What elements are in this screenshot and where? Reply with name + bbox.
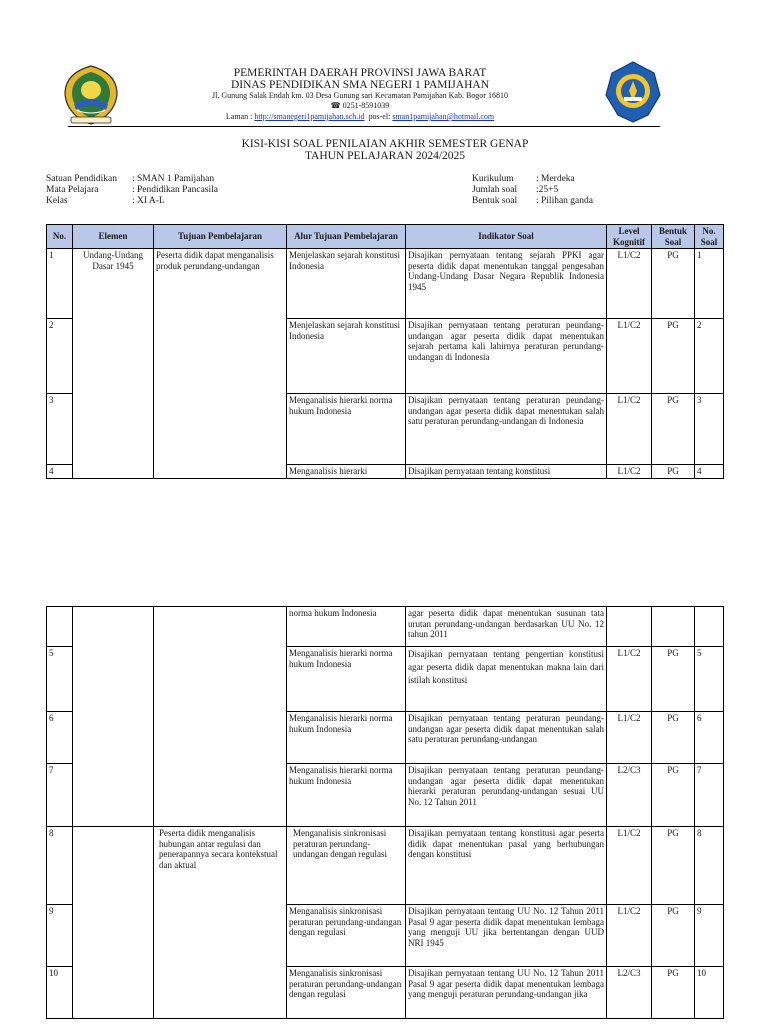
cell-elemen — [73, 607, 154, 827]
cell-nosoal: 2 — [695, 319, 724, 394]
cell-level: L2/C3 — [607, 764, 652, 827]
header-divider — [68, 126, 660, 127]
cell-level: L1/C2 — [607, 465, 652, 479]
cell-no: 1 — [47, 249, 73, 319]
header-address: Jl. Gunung Salak Endah km. 03 Desa Gunung sari Kecamatan Pamijahan Kab. Bogor 16810 — [212, 91, 508, 100]
cell-no: 9 — [47, 905, 73, 967]
cell-no: 6 — [47, 712, 73, 764]
email-label: pos-el: — [364, 112, 393, 121]
cell-alur: Menganalisis sinkronisasi peraturan perundang-undangan dengan regulasi — [287, 827, 406, 905]
cell-indikator: Disajikan pernyataan tentang peraturan peundang-undangan agar peserta didik dapat menentukan hierarki peraturan perundang-undangan sesuai UU No. 12 Tahun 2011 — [406, 764, 607, 827]
cell-level: L1/C2 — [607, 905, 652, 967]
website-link[interactable]: http://smanegeri1pamijahan.sch.id — [254, 112, 365, 121]
column-header: No. — [47, 225, 73, 249]
cell-alur: Menganalisis sinkronisasi peraturan perundang-undangan dengan regulasi — [287, 967, 406, 1019]
cell-tujuan — [154, 607, 287, 827]
cell-nosoal: 10 — [695, 967, 724, 1019]
cell-alur: Menjelaskan sejarah konstitusi Indonesia — [287, 249, 406, 319]
cell-bentuk: PG — [652, 647, 695, 712]
column-header: Level Kognitif — [607, 225, 652, 249]
cell-nosoal: 9 — [695, 905, 724, 967]
cell-bentuk: PG — [652, 249, 695, 319]
column-header: Tujuan Pembelajaran — [154, 225, 287, 249]
header-phone: ☎ 0251-8591039 — [330, 101, 390, 110]
info-row: Jumlah soal :25+5 — [472, 185, 559, 195]
cell-no: 8 — [47, 827, 73, 905]
right-logo — [604, 61, 662, 123]
cell-elemen — [73, 827, 154, 1019]
cell-level — [607, 607, 652, 647]
email-link[interactable]: sman1pamijahan@hotmail.com — [392, 112, 495, 121]
cell-nosoal: 1 — [695, 249, 724, 319]
table-header-row — [47, 225, 724, 249]
kisi-kisi-table-page-1 — [46, 224, 724, 479]
laman-label: Laman : — [225, 112, 255, 121]
table-row — [47, 827, 724, 905]
cell-no: 5 — [47, 647, 73, 712]
info-row: Bentuk soal : Pilihan ganda — [472, 196, 593, 206]
cell-no: 2 — [47, 319, 73, 394]
cell-nosoal: 3 — [695, 394, 724, 465]
cell-bentuk: PG — [652, 319, 695, 394]
cell-indikator: Disajikan pernyataan tentang pengertian konstitusi agar peserta didik dapat menentukan makna lain dari istilah konstitusi — [406, 647, 607, 712]
cell-indikator: Disajikan pernyataan tentang konstitusi agar peserta didik dapat menentukan pasal yang berhubungan dengan konstitusi — [406, 827, 607, 905]
header-line-2: DINAS PENDIDIKAN SMA NEGERI 1 PAMIJAHAN — [230, 79, 490, 91]
cell-elemen: Undang-Undang Dasar 1945 — [73, 249, 154, 479]
cell-level: L1/C2 — [607, 249, 652, 319]
table-row — [47, 249, 724, 319]
info-row: Mata Pelajara : Pendidikan Pancasila — [46, 185, 219, 195]
cell-indikator: Disajikan pernyataan tentang UU No. 12 Tahun 2011 Pasal 9 agar peserta didik dapat menentukan lembaga yang menguji UU jika bertentangan dengan UUD NRI 1945 — [406, 905, 607, 967]
cell-bentuk: PG — [652, 827, 695, 905]
cell-indikator: Disajikan pernyataan tentang peraturan peundang-undangan agar peserta didik dapat menentukan salah satu peraturan perundang-undangan — [406, 712, 607, 764]
jawa-barat-seal-icon — [62, 64, 120, 126]
cell-level: L1/C2 — [607, 319, 652, 394]
column-header: Elemen — [73, 225, 154, 249]
cell-alur: Menganalisis hierarki norma hukum Indonesia — [287, 712, 406, 764]
info-right — [472, 174, 593, 207]
cell-alur: Menganalisis sinkronisasi peraturan perundang-undangan dengan regulasi — [287, 905, 406, 967]
cell-bentuk: PG — [652, 967, 695, 1019]
cell-no: 10 — [47, 967, 73, 1019]
cell-level: L1/C2 — [607, 712, 652, 764]
cell-nosoal: 8 — [695, 827, 724, 905]
cell-level: L1/C2 — [607, 827, 652, 905]
cell-tujuan: Peserta didik menganalisis hubungan antar regulasi dan penerapannya secara kontekstual dan aktual — [154, 827, 287, 1019]
cell-alur: Menjelaskan sejarah konstitusi Indonesia — [287, 319, 406, 394]
cell-level: L2/C3 — [607, 967, 652, 1019]
cell-no: 3 — [47, 394, 73, 465]
tut-wuri-handayani-emblem-icon — [604, 61, 662, 123]
cell-indikator: Disajikan pernyataan tentang peraturan peundang-undangan agar peserta didik dapat menentukan salah satu peraturan perundang-undangan di Indonesia — [406, 394, 607, 465]
cell-no: 4 — [47, 465, 73, 479]
header-links — [150, 112, 570, 122]
header-line-1: PEMERINTAH DAERAH PROVINSI JAWA BARAT — [233, 67, 487, 79]
cell-nosoal: 7 — [695, 764, 724, 827]
column-header: No. Soal — [695, 225, 724, 249]
cell-nosoal: 5 — [695, 647, 724, 712]
cell-nosoal — [695, 607, 724, 647]
table-row-continued — [47, 607, 724, 647]
kisi-kisi-table-page-2 — [46, 606, 724, 1019]
document-title: KISI-KISI SOAL PENILAIAN AKHIR SEMESTER GENAP — [241, 138, 529, 150]
cell-bentuk: PG — [652, 712, 695, 764]
info-row: Satuan Pendidikan : SMAN 1 Pamijahan — [46, 174, 215, 184]
info-row: Kelas : XI A-L — [46, 196, 165, 206]
cell-bentuk: PG — [652, 465, 695, 479]
info-left — [46, 174, 218, 207]
cell-tujuan: Peserta didik dapat menganalisis produk perundang-undangan — [154, 249, 287, 479]
cell-bentuk: PG — [652, 764, 695, 827]
cell-nosoal: 4 — [695, 465, 724, 479]
document-year: TAHUN PELAJARAN 2024/2025 — [304, 150, 466, 162]
cell-alur: Menganalisis hierarki norma hukum Indonesia — [287, 647, 406, 712]
cell-alur: Menganalisis hierarki norma hukum Indonesia — [287, 394, 406, 465]
cell-indikator: Disajikan pernyataan tentang peraturan peundang-undangan agar peserta didik dapat menentukan sejarah pertama kali lahirnya peraturan perundang-undangan di Indonesia — [406, 319, 607, 394]
cell-level: L1/C2 — [607, 647, 652, 712]
left-logo — [62, 64, 120, 126]
column-header: Indikator Soal — [406, 225, 607, 249]
cell-indikator: agar peserta didik dapat menentukan susunan tata urutan perundang-undangan berdasarkan UU No. 12 tahun 2011 — [406, 607, 607, 647]
cell-no: 7 — [47, 764, 73, 827]
cell-no — [47, 607, 73, 647]
cell-nosoal: 6 — [695, 712, 724, 764]
column-header: Bentuk Soal — [652, 225, 695, 249]
cell-alur: Menganalisis hierarki — [287, 465, 406, 479]
column-header: Alur Tujuan Pembelajaran — [287, 225, 406, 249]
cell-bentuk: PG — [652, 905, 695, 967]
cell-alur: Menganalisis hierarki norma hukum Indonesia — [287, 764, 406, 827]
cell-bentuk — [652, 607, 695, 647]
cell-indikator: Disajikan pernyataan tentang sejarah PPKI agar peserta didik dapat menentukan tanggal pengesahan Undang-Undang Dasar Negara Republik Indonesia 1945 — [406, 249, 607, 319]
cell-alur: norma hukum Indonesia — [287, 607, 406, 647]
cell-indikator: Disajikan pernyataan tentang UU No. 12 Tahun 2011 Pasal 9 agar peserta didik dapat menentukan lembaga yang menguji peraturan perundang-undangan jika — [406, 967, 607, 1019]
cell-bentuk: PG — [652, 394, 695, 465]
cell-indikator: Disajikan pernyataan tentang konstitusi — [406, 465, 607, 479]
info-row: Kurikulum : Merdeka — [472, 174, 575, 184]
cell-level: L1/C2 — [607, 394, 652, 465]
